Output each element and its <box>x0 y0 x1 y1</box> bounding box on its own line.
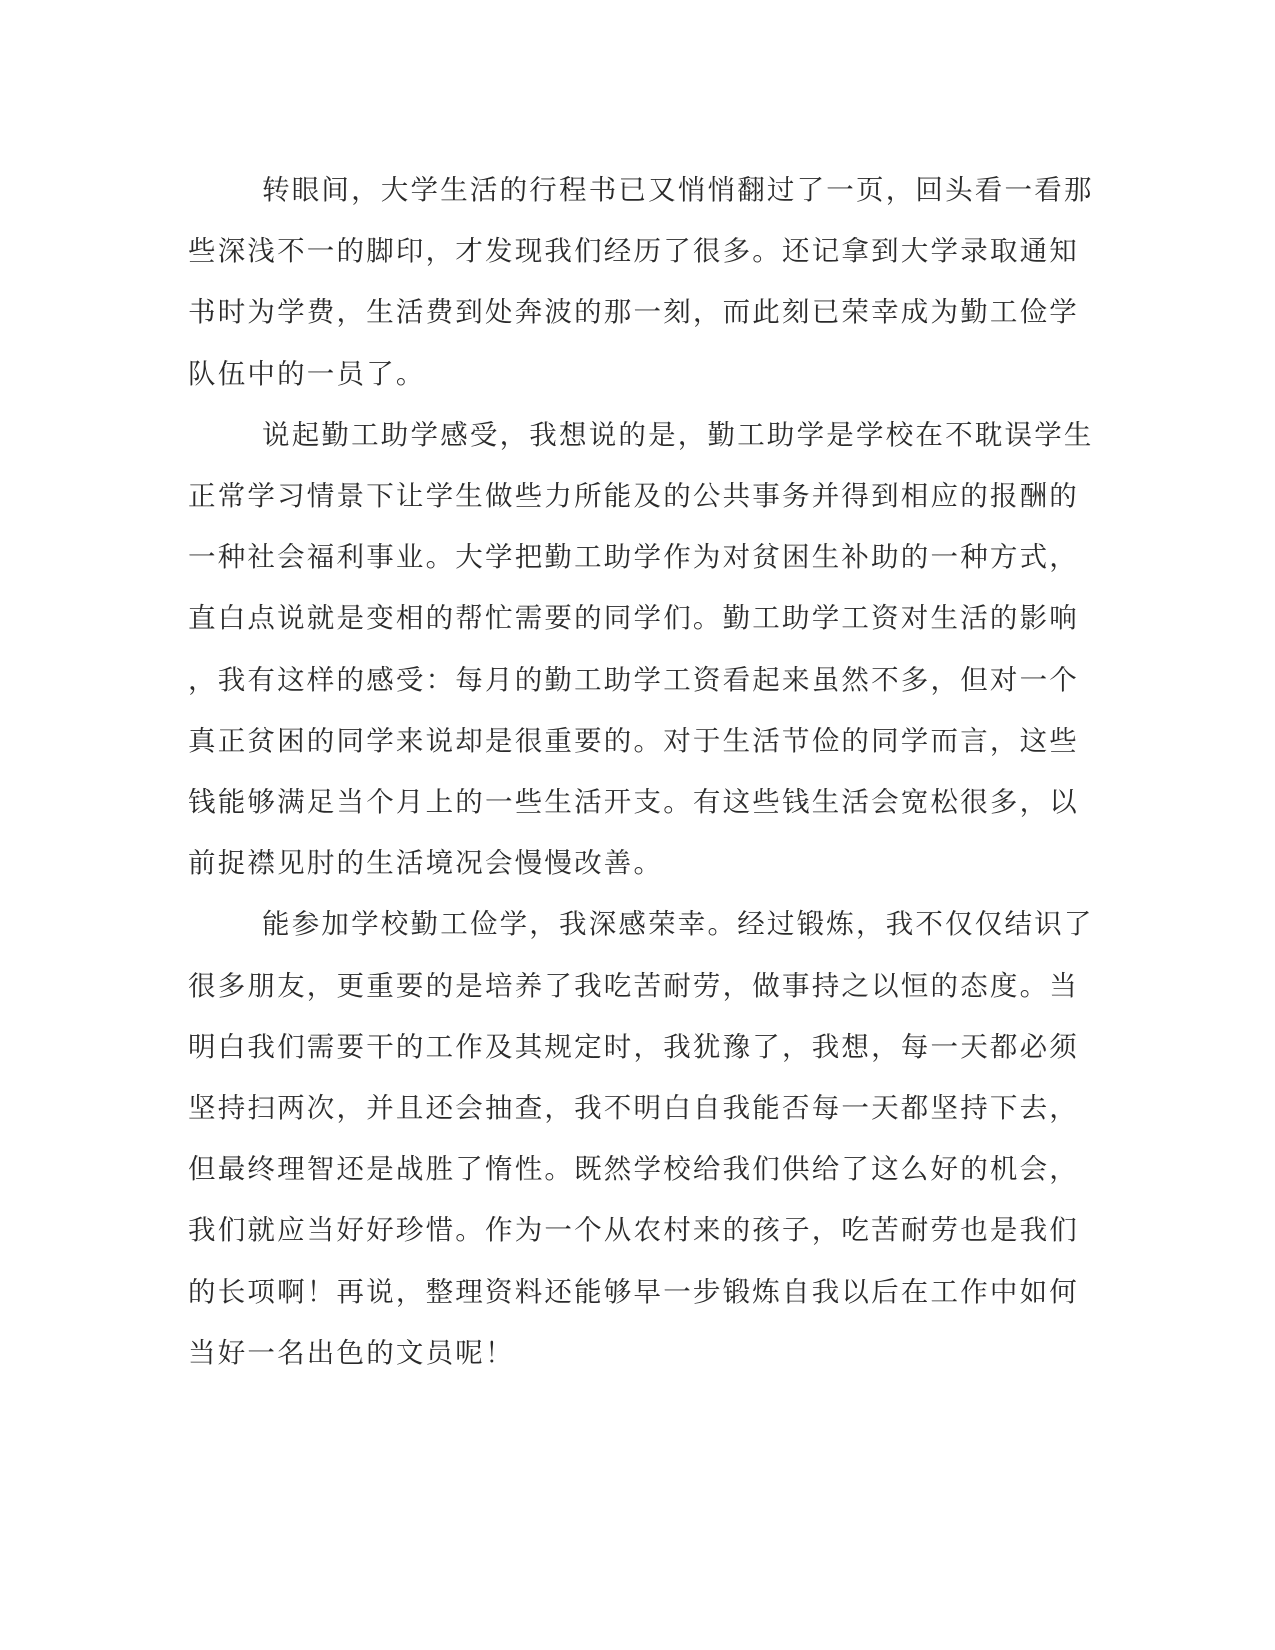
text-line: 但最终理智还是战胜了惰性。既然学校给我们供给了这么好的机会， <box>188 1153 1079 1186</box>
text-line: 前捉襟见肘的生活境况会慢慢改善。 <box>188 847 664 880</box>
text-line: 明白我们需要干的工作及其规定时，我犹豫了，我想，每一天都必须 <box>188 1030 1079 1063</box>
text-line: 直白点说就是变相的帮忙需要的同学们。勤工助学工资对生活的影响 <box>188 602 1079 635</box>
text-line: 当好一名出色的文员呢！ <box>188 1336 515 1369</box>
text-line: 的长项啊！再说，整理资料还能够早一步锻炼自我以后在工作中如何 <box>188 1275 1079 1308</box>
text-line: 很多朋友，更重要的是培养了我吃苦耐劳，做事持之以恒的态度。当 <box>188 969 1079 1002</box>
text-line: 队伍中的一员了。 <box>188 357 426 390</box>
text-line: 我们就应当好好珍惜。作为一个从农村来的孩子，吃苦耐劳也是我们 <box>188 1214 1079 1247</box>
text-line: 能参加学校勤工俭学，我深感荣幸。经过锻炼，我不仅仅结识了 <box>262 908 1094 941</box>
document-body <box>188 160 1094 1384</box>
text-line: 正常学习情景下让学生做些力所能及的公共事务并得到相应的报酬的 <box>188 480 1079 513</box>
text-line: 坚持扫两次，并且还会抽查，我不明白自我能否每一天都坚持下去， <box>188 1092 1079 1125</box>
text-line: 一种社会福利事业。大学把勤工助学作为对贫困生补助的一种方式， <box>188 541 1079 574</box>
text-line: ，我有这样的感受：每月的勤工助学工资看起来虽然不多，但对一个 <box>188 663 1079 696</box>
text-line: 些深浅不一的脚印，才发现我们经历了很多。还记拿到大学录取通知 <box>188 235 1079 268</box>
text-line: 说起勤工助学感受，我想说的是，勤工助学是学校在不耽误学生 <box>262 418 1094 451</box>
paragraph-2 <box>188 405 1094 895</box>
text-line: 书时为学费，生活费到处奔波的那一刻，而此刻已荣幸成为勤工俭学 <box>188 296 1079 329</box>
text-line: 真正贫困的同学来说却是很重要的。对于生活节俭的同学而言，这些 <box>188 724 1079 757</box>
paragraph-3 <box>188 894 1094 1384</box>
paragraph-1 <box>188 160 1094 405</box>
text-line: 钱能够满足当个月上的一些生活开支。有这些钱生活会宽松很多，以 <box>188 786 1079 819</box>
text-line: 转眼间，大学生活的行程书已又悄悄翻过了一页，回头看一看那 <box>262 174 1094 206</box>
